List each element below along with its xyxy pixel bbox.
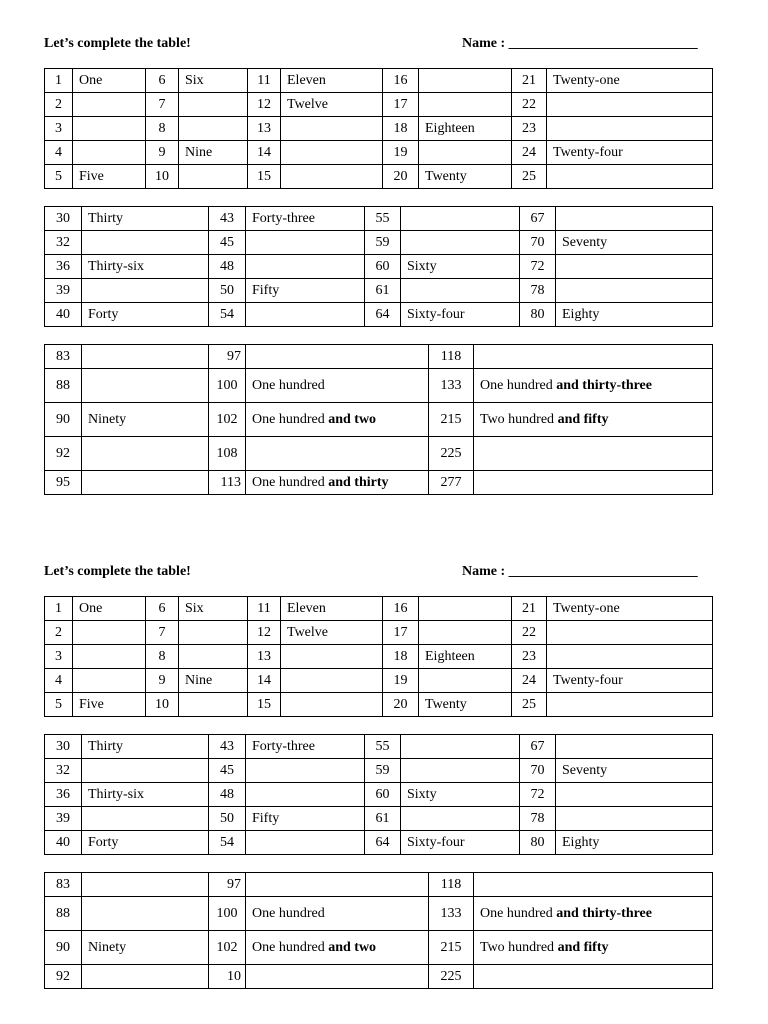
word-cell: Five — [73, 165, 146, 189]
table-row — [45, 783, 713, 807]
number-cell: 80 — [520, 831, 556, 855]
number-cell: 133 — [429, 897, 474, 931]
number-cell: 11 — [248, 597, 281, 621]
answer-blank[interactable] — [179, 165, 248, 189]
answer-blank[interactable] — [246, 345, 429, 369]
word-text: One hundred — [480, 905, 557, 921]
word-cell: Forty — [82, 831, 209, 855]
number-cell: 225 — [429, 437, 474, 471]
word-cell: Forty-three — [246, 207, 365, 231]
answer-blank[interactable] — [556, 279, 713, 303]
number-cell — [209, 437, 246, 471]
word-cell: Eighty — [556, 831, 713, 855]
number-cell: 50 — [209, 807, 246, 831]
number-cell: 14 — [248, 141, 281, 165]
numbers-table-83-277 — [44, 344, 713, 495]
number-cell: 32 — [45, 759, 82, 783]
number-cell: 78 — [520, 807, 556, 831]
word-cell: Twenty — [419, 165, 512, 189]
word-cell: Forty — [82, 303, 209, 327]
number-cell: 113 — [209, 471, 246, 495]
answer-blank[interactable] — [246, 255, 365, 279]
number-cell: 4 — [45, 141, 73, 165]
table-row — [45, 931, 713, 965]
numbers-table-30-80 — [44, 734, 713, 855]
number-cell: 36 — [45, 255, 82, 279]
word-text-bold: and thirty-three — [556, 905, 652, 921]
number-cell: 17 — [383, 621, 419, 645]
number-cell: 24 — [512, 141, 547, 165]
answer-blank[interactable] — [246, 437, 429, 471]
answer-blank[interactable] — [281, 165, 383, 189]
word-cell: Eighteen — [419, 117, 512, 141]
number-cell: 15 — [248, 693, 281, 717]
table-row — [45, 669, 713, 693]
number-cell: 78 — [520, 279, 556, 303]
answer-blank[interactable] — [82, 965, 209, 989]
number-cell: 61 — [365, 807, 401, 831]
number-cell: 88 — [45, 369, 82, 403]
word-cell: One — [73, 597, 146, 621]
word-text-bold: and two — [328, 939, 377, 955]
word-cell — [474, 369, 713, 403]
word-cell: Sixty-four — [401, 303, 520, 327]
word-cell: Sixty — [401, 255, 520, 279]
word-cell: Seventy — [556, 231, 713, 255]
table-row — [45, 369, 713, 403]
answer-blank[interactable] — [73, 93, 146, 117]
number-cell: 10 — [146, 693, 179, 717]
answer-blank[interactable] — [281, 669, 383, 693]
number-cell: 9 — [146, 669, 179, 693]
word-cell: Thirty — [82, 735, 209, 759]
answer-blank[interactable] — [73, 645, 146, 669]
word-cell: Thirty — [82, 207, 209, 231]
number-cell: 40 — [45, 303, 82, 327]
numbers-table-1-25 — [44, 596, 713, 717]
word-cell: Twenty-one — [547, 597, 713, 621]
word-cell: Twenty-four — [547, 141, 713, 165]
number-cell: 23 — [512, 645, 547, 669]
answer-blank[interactable] — [556, 207, 713, 231]
number-text: 102 — [216, 411, 238, 427]
answer-blank[interactable] — [547, 93, 713, 117]
number-cell: 25 — [512, 693, 547, 717]
answer-blank[interactable] — [474, 965, 713, 989]
table-row — [45, 117, 713, 141]
word-cell: Thirty-six — [82, 783, 209, 807]
answer-blank[interactable] — [474, 437, 713, 471]
word-text: One hundred — [252, 377, 325, 393]
word-cell — [474, 403, 713, 437]
table-row — [45, 759, 713, 783]
word-cell: Five — [73, 693, 146, 717]
number-cell — [209, 403, 246, 437]
answer-blank[interactable] — [419, 669, 512, 693]
number-cell: 7 — [146, 93, 179, 117]
name-line: Name : ___________________________ — [462, 36, 698, 51]
answer-blank[interactable] — [82, 231, 209, 255]
word-cell: Six — [179, 69, 248, 93]
answer-blank[interactable] — [419, 621, 512, 645]
word-text: Two hundred — [480, 411, 558, 427]
number-cell: 18 — [383, 117, 419, 141]
table-row — [45, 93, 713, 117]
number-cell: 36 — [45, 783, 82, 807]
word-cell — [246, 931, 429, 965]
number-cell: 54 — [209, 303, 246, 327]
number-cell: 1 — [45, 69, 73, 93]
number-cell: 21 — [512, 69, 547, 93]
number-cell: 90 — [45, 403, 82, 437]
number-cell: 1 — [45, 597, 73, 621]
word-cell: Twenty-four — [547, 669, 713, 693]
word-cell — [246, 897, 429, 931]
worksheet-title: Let’s complete the table! — [44, 564, 191, 579]
number-cell: 8 — [146, 645, 179, 669]
answer-blank[interactable] — [179, 693, 248, 717]
table-row — [45, 437, 713, 471]
word-cell: Eleven — [281, 597, 383, 621]
number-cell: 24 — [512, 669, 547, 693]
answer-blank[interactable] — [82, 471, 209, 495]
number-cell: 17 — [383, 93, 419, 117]
answer-blank[interactable] — [82, 807, 209, 831]
worksheet-title: Let’s complete the table! — [44, 36, 191, 51]
answer-blank[interactable] — [474, 873, 713, 897]
number-cell: 95 — [45, 471, 82, 495]
number-cell: 55 — [365, 735, 401, 759]
number-cell: 22 — [512, 621, 547, 645]
number-cell: 70 — [520, 231, 556, 255]
number-cell: 23 — [512, 117, 547, 141]
numbers-table-83-225 — [44, 872, 713, 989]
number-cell: 92 — [45, 965, 82, 989]
word-cell: Sixty-four — [401, 831, 520, 855]
number-cell: 54 — [209, 831, 246, 855]
number-cell: 20 — [383, 693, 419, 717]
number-cell: 60 — [365, 255, 401, 279]
number-cell: 80 — [520, 303, 556, 327]
number-cell: 30 — [45, 735, 82, 759]
table-row — [45, 965, 713, 989]
number-cell: 39 — [45, 279, 82, 303]
word-cell: Nine — [179, 141, 248, 165]
number-cell: 45 — [209, 759, 246, 783]
number-cell: 215 — [429, 403, 474, 437]
number-cell: 50 — [209, 279, 246, 303]
answer-blank[interactable] — [73, 669, 146, 693]
number-cell: 32 — [45, 231, 82, 255]
answer-blank[interactable] — [246, 759, 365, 783]
answer-blank[interactable] — [401, 279, 520, 303]
answer-blank[interactable] — [401, 735, 520, 759]
answer-blank[interactable] — [474, 471, 713, 495]
number-cell: 30 — [45, 207, 82, 231]
number-cell: 16 — [383, 69, 419, 93]
table-row — [45, 597, 713, 621]
number-cell: 72 — [520, 255, 556, 279]
table-row — [45, 471, 713, 495]
word-cell: Fifty — [246, 807, 365, 831]
number-cell: 92 — [45, 437, 82, 471]
numbers-table-1-25 — [44, 68, 713, 189]
answer-blank[interactable] — [547, 693, 713, 717]
answer-blank[interactable] — [82, 345, 209, 369]
table-row — [45, 897, 713, 931]
table-row — [45, 69, 713, 93]
number-cell: 12 — [248, 93, 281, 117]
number-cell: 60 — [365, 783, 401, 807]
number-cell: 15 — [248, 165, 281, 189]
answer-blank[interactable] — [82, 279, 209, 303]
number-cell: 70 — [520, 759, 556, 783]
number-text: 100 — [216, 905, 238, 921]
number-text: 100 — [216, 377, 238, 393]
number-cell: 21 — [512, 597, 547, 621]
number-cell: 43 — [209, 207, 246, 231]
word-cell — [246, 403, 429, 437]
table-row — [45, 165, 713, 189]
answer-blank[interactable] — [82, 897, 209, 931]
table-row — [45, 207, 713, 231]
number-cell: 2 — [45, 93, 73, 117]
number-cell: 59 — [365, 231, 401, 255]
number-cell — [209, 369, 246, 403]
number-cell: 83 — [45, 345, 82, 369]
answer-blank[interactable] — [547, 645, 713, 669]
word-text-bold: and two — [328, 411, 377, 427]
number-cell: 90 — [45, 931, 82, 965]
word-cell: Eighteen — [419, 645, 512, 669]
word-cell: Eighty — [556, 303, 713, 327]
number-cell: 22 — [512, 93, 547, 117]
number-cell: 19 — [383, 141, 419, 165]
answer-blank[interactable] — [556, 807, 713, 831]
number-cell: 45 — [209, 231, 246, 255]
answer-blank[interactable] — [547, 621, 713, 645]
number-cell: 6 — [146, 69, 179, 93]
number-cell: 11 — [248, 69, 281, 93]
word-cell: Twenty-one — [547, 69, 713, 93]
answer-blank[interactable] — [281, 645, 383, 669]
number-cell: 14 — [248, 669, 281, 693]
number-cell: 5 — [45, 165, 73, 189]
word-text-bold: and fifty — [557, 939, 609, 955]
table-row — [45, 403, 713, 437]
number-cell: 48 — [209, 255, 246, 279]
number-cell: 25 — [512, 165, 547, 189]
table-row — [45, 255, 713, 279]
answer-blank[interactable] — [73, 141, 146, 165]
answer-blank[interactable] — [281, 693, 383, 717]
answer-blank[interactable] — [179, 93, 248, 117]
answer-blank[interactable] — [246, 965, 429, 989]
answer-blank[interactable] — [246, 831, 365, 855]
answer-blank[interactable] — [246, 303, 365, 327]
answer-blank[interactable] — [556, 735, 713, 759]
word-cell: Thirty-six — [82, 255, 209, 279]
numbers-table-30-80 — [44, 206, 713, 327]
word-cell: Twelve — [281, 93, 383, 117]
number-cell: 64 — [365, 303, 401, 327]
answer-blank[interactable] — [82, 873, 209, 897]
answer-blank[interactable] — [556, 783, 713, 807]
answer-blank[interactable] — [281, 141, 383, 165]
number-cell — [209, 931, 246, 965]
answer-blank[interactable] — [547, 117, 713, 141]
number-cell: 12 — [248, 621, 281, 645]
word-cell: Twelve — [281, 621, 383, 645]
answer-blank[interactable] — [179, 117, 248, 141]
word-cell — [474, 931, 713, 965]
number-cell: 4 — [45, 669, 73, 693]
number-cell — [209, 897, 246, 931]
answer-blank[interactable] — [281, 117, 383, 141]
answer-blank[interactable] — [179, 621, 248, 645]
word-text-bold: and thirty — [328, 474, 389, 490]
name-line: Name : ___________________________ — [462, 564, 698, 579]
word-cell: Fifty — [246, 279, 365, 303]
word-text: One hundred — [480, 377, 557, 393]
number-cell: 83 — [45, 873, 82, 897]
number-cell: 48 — [209, 783, 246, 807]
answer-blank[interactable] — [474, 345, 713, 369]
answer-blank[interactable] — [246, 873, 429, 897]
word-text: One hundred — [252, 474, 329, 490]
number-cell: 72 — [520, 783, 556, 807]
number-cell: 225 — [429, 965, 474, 989]
word-cell — [82, 403, 209, 437]
word-text: Ninety — [88, 411, 127, 427]
answer-blank[interactable] — [73, 117, 146, 141]
answer-blank[interactable] — [401, 207, 520, 231]
number-cell: 3 — [45, 645, 73, 669]
table-row — [45, 645, 713, 669]
word-text: One hundred — [252, 411, 329, 427]
answer-blank[interactable] — [82, 759, 209, 783]
table-row — [45, 735, 713, 759]
answer-blank[interactable] — [419, 69, 512, 93]
number-cell: 18 — [383, 645, 419, 669]
word-cell — [246, 369, 429, 403]
number-cell: 16 — [383, 597, 419, 621]
number-cell: 61 — [365, 279, 401, 303]
answer-blank[interactable] — [547, 165, 713, 189]
number-cell: 5 — [45, 693, 73, 717]
number-cell: 7 — [146, 621, 179, 645]
table-row — [45, 693, 713, 717]
word-cell — [246, 471, 429, 495]
number-cell: 88 — [45, 897, 82, 931]
table-row — [45, 279, 713, 303]
word-cell — [82, 931, 209, 965]
number-cell: 97 — [209, 873, 246, 897]
number-cell: 67 — [520, 207, 556, 231]
table-row — [45, 231, 713, 255]
answer-blank[interactable] — [82, 369, 209, 403]
number-cell: 43 — [209, 735, 246, 759]
number-cell: 64 — [365, 831, 401, 855]
answer-blank[interactable] — [419, 597, 512, 621]
answer-blank[interactable] — [401, 807, 520, 831]
number-text: 102 — [216, 939, 238, 955]
number-cell: 55 — [365, 207, 401, 231]
number-cell: 67 — [520, 735, 556, 759]
word-cell: Seventy — [556, 759, 713, 783]
number-cell: 13 — [248, 117, 281, 141]
answer-blank[interactable] — [73, 621, 146, 645]
number-cell: 133 — [429, 369, 474, 403]
number-cell: 97 — [209, 345, 246, 369]
answer-blank[interactable] — [419, 93, 512, 117]
answer-blank[interactable] — [246, 231, 365, 255]
answer-blank[interactable] — [179, 645, 248, 669]
word-cell: Twenty — [419, 693, 512, 717]
answer-blank[interactable] — [401, 231, 520, 255]
number-cell: 3 — [45, 117, 73, 141]
table-row — [45, 807, 713, 831]
word-text: Two hundred — [480, 939, 558, 955]
word-text: One hundred — [252, 939, 329, 955]
number-cell: 9 — [146, 141, 179, 165]
word-cell: Eleven — [281, 69, 383, 93]
answer-blank[interactable] — [401, 759, 520, 783]
word-text-bold: and fifty — [557, 411, 609, 427]
table-row — [45, 873, 713, 897]
number-cell: 40 — [45, 831, 82, 855]
table-row — [45, 303, 713, 327]
number-cell: 2 — [45, 621, 73, 645]
word-cell — [474, 897, 713, 931]
number-cell: 20 — [383, 165, 419, 189]
number-cell: 10 — [146, 165, 179, 189]
number-cell: 10 — [209, 965, 246, 989]
word-cell: One — [73, 69, 146, 93]
table-row — [45, 141, 713, 165]
word-text: Ninety — [88, 939, 127, 955]
number-cell: 13 — [248, 645, 281, 669]
word-cell: Sixty — [401, 783, 520, 807]
table-row — [45, 345, 713, 369]
number-cell: 19 — [383, 669, 419, 693]
word-cell: Six — [179, 597, 248, 621]
number-cell: 39 — [45, 807, 82, 831]
answer-blank[interactable] — [246, 783, 365, 807]
number-cell: 8 — [146, 117, 179, 141]
word-cell: Forty-three — [246, 735, 365, 759]
number-cell: 118 — [429, 345, 474, 369]
table-row — [45, 831, 713, 855]
answer-blank[interactable] — [419, 141, 512, 165]
table-row — [45, 621, 713, 645]
answer-blank[interactable] — [82, 437, 209, 471]
answer-blank[interactable] — [556, 255, 713, 279]
number-cell: 277 — [429, 471, 474, 495]
word-text-bold: and thirty-three — [556, 377, 652, 393]
number-text: 108 — [216, 445, 238, 461]
number-cell: 215 — [429, 931, 474, 965]
number-cell: 118 — [429, 873, 474, 897]
word-cell: Nine — [179, 669, 248, 693]
number-cell: 6 — [146, 597, 179, 621]
number-cell: 59 — [365, 759, 401, 783]
word-text: One hundred — [252, 905, 325, 921]
